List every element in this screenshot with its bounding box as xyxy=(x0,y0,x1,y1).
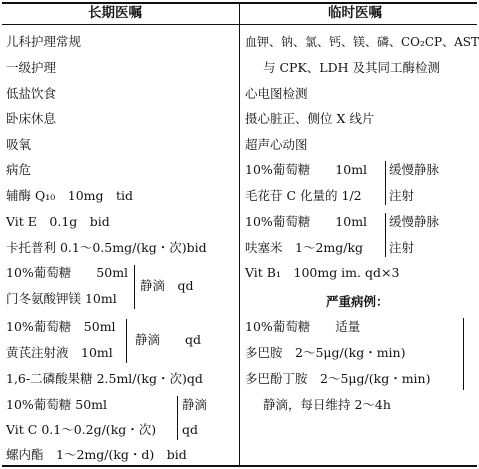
right-order-5: 超声心动图 xyxy=(245,137,308,152)
left-order-8: Vit E 0.1g bid xyxy=(6,214,110,229)
left-order-5: 吸氧 xyxy=(6,137,32,152)
left-group2-line-b: 黄芪注射液 10ml xyxy=(6,345,113,360)
right-group2-line-b: 呋塞米 1～2mg/kg xyxy=(245,240,364,255)
column-divider xyxy=(239,2,240,467)
right-order-2: 与 CPK、LDH 及其同工酶检测 xyxy=(263,60,440,75)
severe-line-1: 10%葡萄糖 适量 xyxy=(245,319,361,334)
left-order-11: 螺内酯 1～2mg/(kg・d) bid xyxy=(6,447,187,462)
severe-bracket xyxy=(463,318,464,390)
right-group2-line-a: 10%葡萄糖 10ml xyxy=(245,214,368,229)
right-group1-route-a: 缓慢静脉 xyxy=(389,162,440,177)
left-order-2: 一级护理 xyxy=(6,60,57,75)
right-order-6: Vit B₁ 100mg im. qd×3 xyxy=(245,265,400,280)
left-group1-bracket xyxy=(134,265,135,309)
left-group2-line-a: 10%葡萄糖 50ml xyxy=(6,319,116,334)
left-order-7: 辅酶 Q₁₀ 10mg tid xyxy=(6,188,134,203)
left-group1-route: 静滴 qd xyxy=(140,278,194,293)
severe-line-4: 静滴，每日维持 2～4h xyxy=(263,397,391,412)
severe-cases-title: 严重病例： xyxy=(326,294,389,309)
severe-line-3: 多巴酚丁胺 2～5μg/(kg・min) xyxy=(245,371,431,386)
severe-line-2: 多巴胺 2～5μg/(kg・min) xyxy=(245,345,406,360)
left-group2-route: 静滴 qd xyxy=(135,332,202,347)
right-order-3: 心电图检测 xyxy=(245,86,308,101)
left-order-10: 1,6-二磷酸果糖 2.5ml/(kg・次)qd xyxy=(6,371,203,386)
left-group3-bracket xyxy=(177,396,178,440)
left-order-1: 儿科护理常规 xyxy=(6,34,82,49)
left-group1-line-a: 10%葡萄糖 50ml xyxy=(6,265,129,280)
left-group3-route-b: qd xyxy=(182,422,199,437)
left-group3-line-b: Vit C 0.1～0.2g/(kg・次) xyxy=(6,422,157,437)
left-order-6: 病危 xyxy=(6,162,32,177)
left-group2-bracket xyxy=(126,319,127,363)
header-temporary: 临时医嘱 xyxy=(328,5,382,21)
right-group1-line-a: 10%葡萄糖 10ml xyxy=(245,162,368,177)
right-group1-line-b: 毛花苷 C 化量的 1/2 xyxy=(245,188,362,203)
right-group1-route-b: 注射 xyxy=(389,188,415,203)
left-group3-route-a: 静滴 xyxy=(182,397,208,412)
left-order-4: 卧床休息 xyxy=(6,111,57,126)
right-group1-bracket xyxy=(385,161,386,205)
header-long-term: 长期医嘱 xyxy=(88,5,142,21)
right-group2-route-a: 缓慢静脉 xyxy=(389,214,440,229)
right-order-4: 摄心脏正、侧位 X 线片 xyxy=(245,111,375,126)
right-order-1: 血钾、钠、氯、钙、镁、磷、CO₂CP、AST xyxy=(245,35,479,49)
left-order-3: 低盐饮食 xyxy=(6,86,57,101)
left-group1-line-b: 门冬氨酸钾镁 10ml xyxy=(6,291,117,306)
left-order-9: 卡托普利 0.1～0.5mg/(kg・次)bid xyxy=(6,240,207,255)
left-group3-line-a: 10%葡萄糖 50ml xyxy=(6,397,108,412)
right-group2-bracket xyxy=(385,213,386,257)
right-group2-route-b: 注射 xyxy=(389,240,415,255)
